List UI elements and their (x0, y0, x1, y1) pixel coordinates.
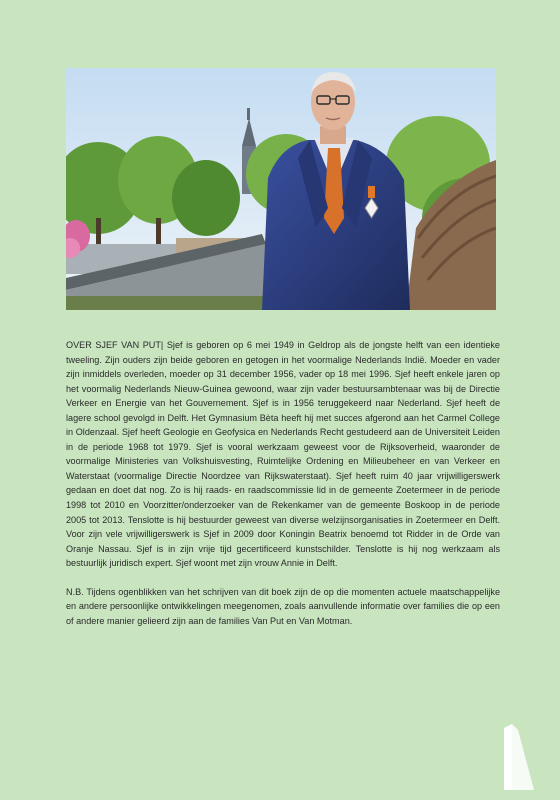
note-paragraph: N.B. Tijdens ogenblikken van het schrijven van dit boek zijn de op die momenten actuele maatschappelijke en andere persoonlijke ontwikkelingen meegenomen, zoals aanvullende informatie over families die op een of andere manier gelieerd zijn aan de families Van Put en Van Motman. (66, 586, 500, 626)
biography-section (66, 338, 500, 628)
author-photo (66, 68, 496, 310)
biography-paragraph: OVER SJEF VAN PUT| Sjef is geboren op 6 mei 1949 in Geldrop als de jongste helft van een identieke tweeling. Zijn ouders zijn beide geboren en getogen in het voormalige Nederlands Indië. Moeder en vader zijn inmiddels overleden, moeder op 31 december 1956, vader op 18 mei 1996. Sjef heeft enkele jaren op het voormalig Nederlands Nieuw-Guinea gewoond, waar zijn vader bestuursambtenaar was bij de Directie Verkeer en Energie van het Gouvernement. Sjef is in 1956 teruggekeerd naar Nederland. Sjef heeft de lagere school gevolgd in Delft. Het Gymnasium Bèta heeft hij met succes afgerond aan het Carmel College in Oldenzaal. Sjef heeft Geologie en Geofysica en Nederlands Recht gestudeerd aan de Universiteit Leiden in de periode 1968 tot 1979. Sjef is vooral werkzaam geweest voor de Rijksoverheid, waaronder de voormalige Ministeries van Volkshuisvesting, Ruimtelijke Ordening en Milieubeheer en van Verkeer en Waterstaat (voormalige Directie Noordzee van Rijkswaterstaat). Sjef heeft ruim 40 jaar vrijwilligerswerk gedaan en doet dat nog. Zo is hij raads- en raadscommissie lid in de gemeente Zoetermeer in de periode 1998 tot 2010 en Voorzitter/onderzoeker van de Rekenkamer van de gemeente Boskoop in de periode 2005 tot 2013. Tenslotte is hij bestuurder geweest van diverse welzijnsorganisaties in Zoetermeer en Delft. Voor zijn vele vrijwilligerswerk is Sjef in 2009 door Koningin Beatrix benoemd tot Ridder in de Orde van Oranje Nassau. Sjef is in zijn vrije tijd gecertificeerd kunstschilder. Tenslotte is hij nog werkzaam als bestuurlijk juridisch expert. Sjef woont met zijn vrouw Annie in Delft. (66, 340, 500, 569)
author-photo-illustration (66, 68, 496, 310)
publisher-logo-icon (494, 722, 544, 792)
